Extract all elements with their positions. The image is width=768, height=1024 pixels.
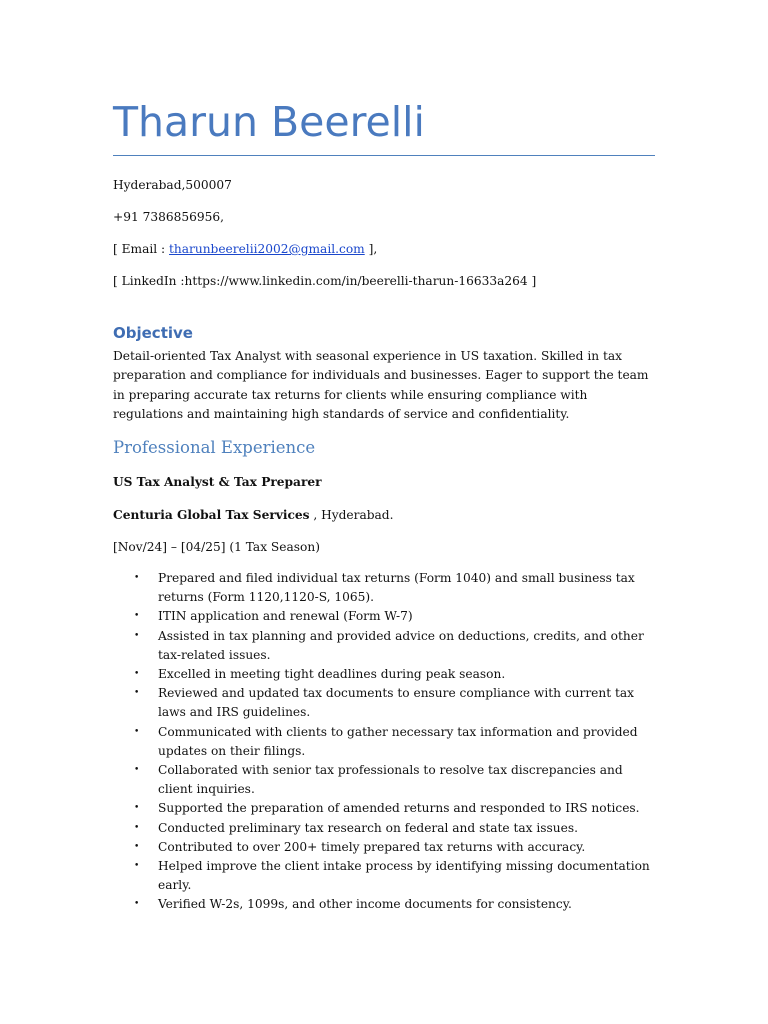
linkedin: [ LinkedIn :https://www.linkedin.com/in/beerelli-tharun-16633a264 ] [113, 274, 537, 288]
list-item: • Communicated with clients to gather necessary tax information and provided updates on their filings. [113, 723, 653, 761]
list-item: • Reviewed and updated tax documents to ensure compliance with current tax laws and IRS guidelines. [113, 684, 653, 722]
company-name: Centuria Global Tax Services [113, 508, 310, 522]
candidate-name: Tharun Beerelli [113, 98, 425, 146]
email-line [113, 241, 377, 257]
email-suffix: ], [364, 242, 378, 256]
list-item: • Contributed to over 200+ timely prepared tax returns with accuracy. [113, 838, 653, 857]
objective-heading: Objective [113, 324, 193, 342]
list-item: • Conducted preliminary tax research on federal and state tax issues. [113, 819, 653, 838]
job-dates: [Nov/24] – [04/25] (1 Tax Season) [113, 540, 320, 554]
list-item: • ITIN application and renewal (Form W-7) [113, 607, 653, 626]
list-item: • Helped improve the client intake process by identifying missing documentation early. [113, 857, 653, 895]
email-link[interactable]: tharunbeerelii2002@gmail.com [169, 242, 365, 256]
responsibility-list [113, 569, 653, 915]
job-title: US Tax Analyst & Tax Preparer [113, 475, 322, 489]
address: Hyderabad,500007 [113, 178, 232, 192]
list-item: • Verified W-2s, 1099s, and other income documents for consistency. [113, 895, 653, 914]
objective-text: Detail-oriented Tax Analyst with seasonal experience in US taxation. Skilled in tax preparation and compliance for individuals and businesses. Eager to support the team in preparing accurate tax returns for clients while ensuring compliance with regulations and maintaining high standards of service and confidentiality. [113, 349, 649, 421]
list-item: • Excelled in meeting tight deadlines during peak season. [113, 665, 653, 684]
experience-heading: Professional Experience [113, 438, 316, 457]
list-item: • Supported the preparation of amended returns and responded to IRS notices. [113, 799, 653, 818]
title-divider [113, 155, 655, 156]
phone: +91 7386856956, [113, 210, 225, 224]
list-item: • Prepared and filed individual tax returns (Form 1040) and small business tax returns (Form 1120,1120-S, 1065). [113, 569, 653, 607]
list-item: • Collaborated with senior tax professionals to resolve tax discrepancies and client inquiries. [113, 761, 653, 799]
email-prefix: [ Email : [113, 242, 169, 256]
company-line [113, 507, 394, 523]
company-location: , Hyderabad. [309, 508, 394, 522]
list-item: • Assisted in tax planning and provided advice on deductions, credits, and other tax-related issues. [113, 627, 653, 665]
